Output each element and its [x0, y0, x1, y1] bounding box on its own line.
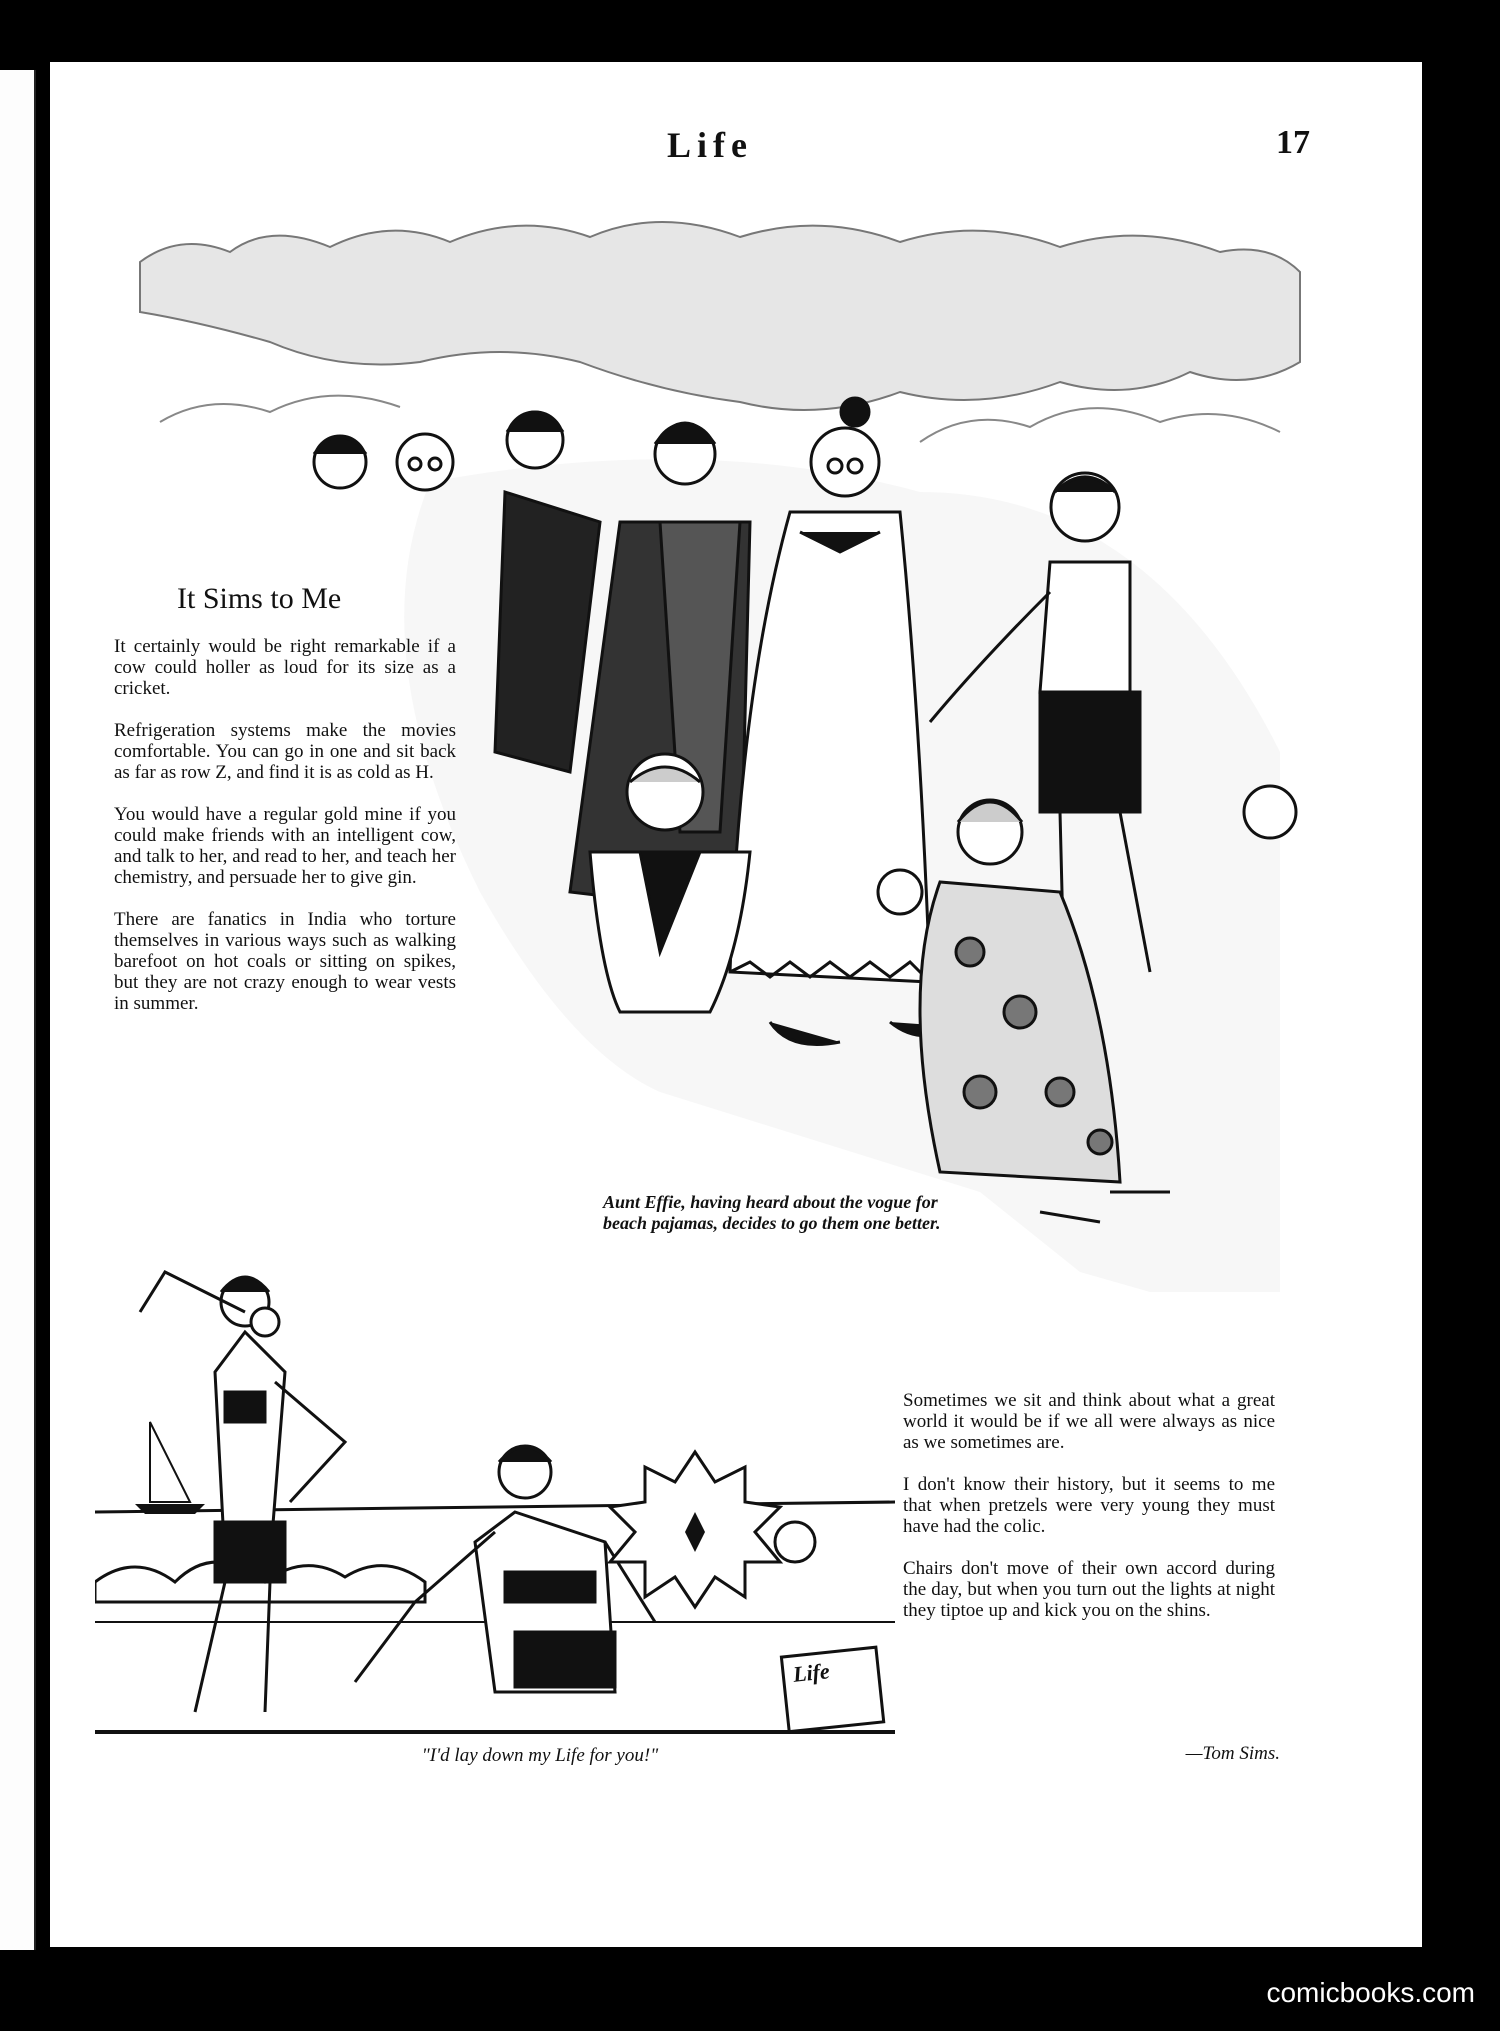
article-paragraph: There are fanatics in India who torture themselves in various ways such as walking barefoot on hot coals or sitting on spikes, but they are not crazy enough to wear vests in summer.: [114, 909, 456, 1014]
bottom-cartoon-caption: "I'd lay down my Life for you!": [421, 1745, 659, 1766]
adjacent-page-edge: [0, 70, 36, 1950]
article-column-right: [903, 1390, 1275, 1642]
article-paragraph: Sometimes we sit and think about what a great world it would be if we all were always as nice as we sometimes are.: [903, 1390, 1275, 1453]
article-column-left: [114, 636, 456, 1035]
magazine-page: [50, 62, 1422, 1947]
magazine-prop-label: Life: [791, 1658, 831, 1687]
magazine-title: Life: [667, 125, 753, 165]
site-watermark: comicbooks.com: [1266, 1977, 1475, 2008]
article-paragraph: Chairs don't move of their own accord during the day, but when you turn out the lights at night they tiptoe up and kick you on the shins.: [903, 1558, 1275, 1621]
author-signature: —Tom Sims.: [1185, 1743, 1280, 1764]
article-paragraph: It certainly would be right remarkable if a cow could holler as loud for its size as a cricket.: [114, 636, 456, 699]
article-title: It Sims to Me: [177, 582, 342, 615]
article-paragraph: You would have a regular gold mine if you could make friends with an intelligent cow, and talk to her, and read to her, and teach her chemistry, and persuade her to give gin.: [114, 804, 456, 888]
page-number: 17: [1276, 124, 1310, 161]
article-paragraph: Refrigeration systems make the movies comfortable. You can go in one and sit back as far as row Z, and find it is as cold as H.: [114, 720, 456, 783]
article-paragraph: I don't know their history, but it seems to me that when pretzels were very young they must have had the colic.: [903, 1474, 1275, 1537]
top-cartoon-caption: Aunt Effie, having heard about the vogue for beach pajamas, decides to go them one better.: [603, 1192, 941, 1233]
